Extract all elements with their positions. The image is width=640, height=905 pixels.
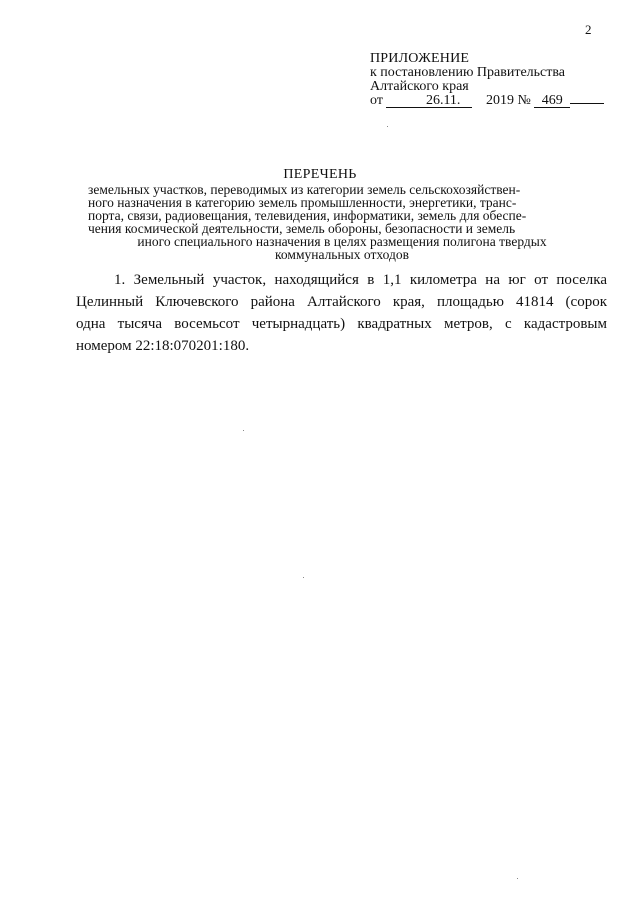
paragraph-line: Целинный Ключевского района Алтайского края, площадью 41814 (сорок [76, 294, 607, 310]
date-blank [386, 95, 472, 108]
date-value: 26.11. [425, 93, 461, 108]
number-value: 469 [541, 93, 563, 108]
page-number: 2 [585, 22, 592, 37]
subtitle-line: ного назначения в категорию земель промышленности, энергетики, транс- [88, 195, 517, 210]
subtitle-line: коммунальных отходов [275, 247, 409, 262]
scan-speck [517, 878, 518, 879]
subtitle-line: иного специального назначения в целях размещения полигона твердых [137, 234, 547, 249]
appendix-block [370, 52, 630, 108]
number-blank-tail [570, 103, 604, 104]
paragraph-line: 1. Земельный участок, находящийся в 1,1 километра на юг от поселка [114, 272, 607, 288]
subtitle-line: земельных участков, переводимых из категории земель сельскохозяйствен- [88, 182, 521, 197]
scan-speck [243, 430, 244, 431]
list-item-1 [76, 269, 607, 357]
year-value: 2019 [485, 93, 514, 108]
paragraph-line: одна тысяча восемьсот четырнадцать) квадратных метров, с кадастровым [76, 316, 607, 332]
paragraph-line: номером 22:18:070201:180. [76, 338, 250, 354]
number-sign: № [517, 93, 531, 108]
scan-speck [387, 126, 388, 127]
appendix-date-line [370, 94, 630, 108]
subtitle-line: чения космической деятельности, земель обороны, безопасности и земель [88, 221, 516, 236]
document-subtitle [88, 183, 596, 261]
document-heading: ПЕРЕЧЕНЬ [283, 167, 357, 182]
subtitle-line: порта, связи, радиовещания, телевидения, информатики, земель для обеспе- [88, 208, 527, 223]
number-blank [534, 95, 570, 108]
date-prefix: от [370, 93, 383, 108]
appendix-line-2: Алтайского края [370, 79, 469, 94]
scan-speck [303, 577, 304, 578]
appendix-title: ПРИЛОЖЕНИЕ [370, 51, 470, 66]
appendix-line-1: к постановлению Правительства [370, 65, 566, 80]
